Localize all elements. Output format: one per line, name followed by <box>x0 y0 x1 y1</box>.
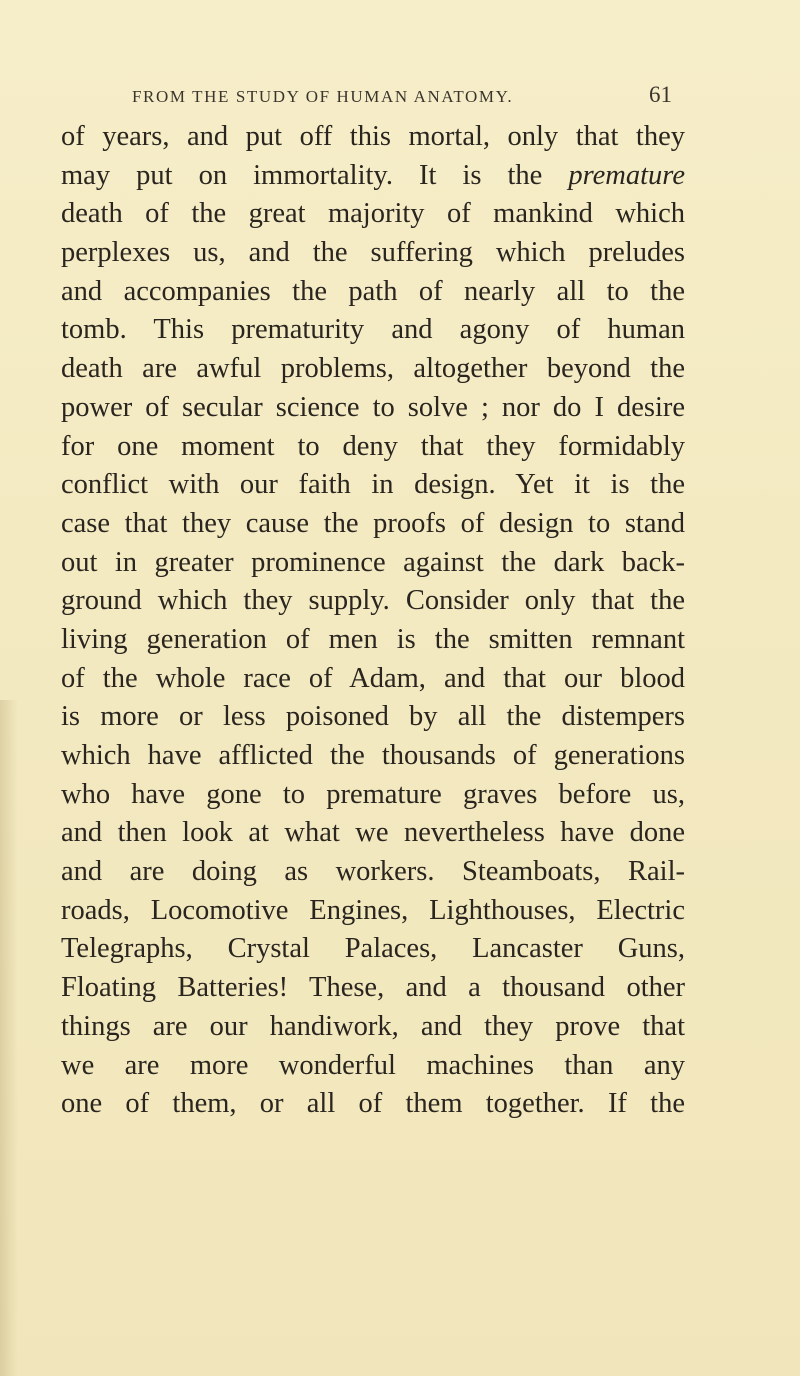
page-number: 61 <box>649 82 672 107</box>
text-line: and are doing as workers. Steamboats, Rail- <box>61 856 685 888</box>
italic-word: premature <box>568 159 685 191</box>
body-text <box>61 118 685 1124</box>
text-line: is more or less poisoned by all the distempers <box>61 701 685 733</box>
running-head <box>132 82 672 108</box>
text-line: one of them, or all of them together. If the <box>61 1088 685 1120</box>
text-line: which have afflicted the thousands of generations <box>61 740 685 771</box>
text-line: of the whole race of Adam, and that our blood <box>61 662 685 694</box>
text-line: we are more wonderful machines than any <box>61 1049 685 1081</box>
text-line: out in greater prominence against the dark back- <box>61 546 685 578</box>
running-head-title: FROM THE STUDY OF HUMAN ANATOMY. <box>132 87 514 106</box>
text-line: ground which they supply. Consider only that the <box>61 585 685 617</box>
text-line: things are our handiwork, and they prove that <box>61 1010 685 1042</box>
text-line: conflict with our faith in design. Yet it is the <box>61 469 685 501</box>
text-line: Floating Batteries! These, and a thousand other <box>61 972 685 1004</box>
text-line <box>61 157 685 196</box>
text-line: and then look at what we nevertheless have done <box>61 817 685 849</box>
text-line: of years, and put off this mortal, only that they <box>61 121 685 152</box>
text-line: tomb. This prematurity and agony of human <box>61 314 685 346</box>
text-line: case that they cause the proofs of design to stand <box>61 507 685 539</box>
page-edge-shadow <box>0 700 18 1376</box>
text-line: and accompanies the path of nearly all to the <box>61 275 685 307</box>
text-line: death are awful problems, altogether beyond the <box>61 353 685 385</box>
text-line: roads, Locomotive Engines, Lighthouses, Electric <box>61 894 685 926</box>
text-line: power of secular science to solve ; nor do I desire <box>61 391 685 423</box>
text-line: Telegraphs, Crystal Palaces, Lancaster Guns, <box>61 933 685 965</box>
text-line: living generation of men is the smitten remnant <box>61 623 685 655</box>
text-line: perplexes us, and the suffering which preludes <box>61 237 685 269</box>
text-line: who have gone to premature graves before us, <box>61 778 685 810</box>
text-line: for one moment to deny that they formidably <box>61 430 685 462</box>
text-line: death of the great majority of mankind which <box>61 198 685 230</box>
text-line-part: may put on immortality. It is the <box>61 159 543 191</box>
